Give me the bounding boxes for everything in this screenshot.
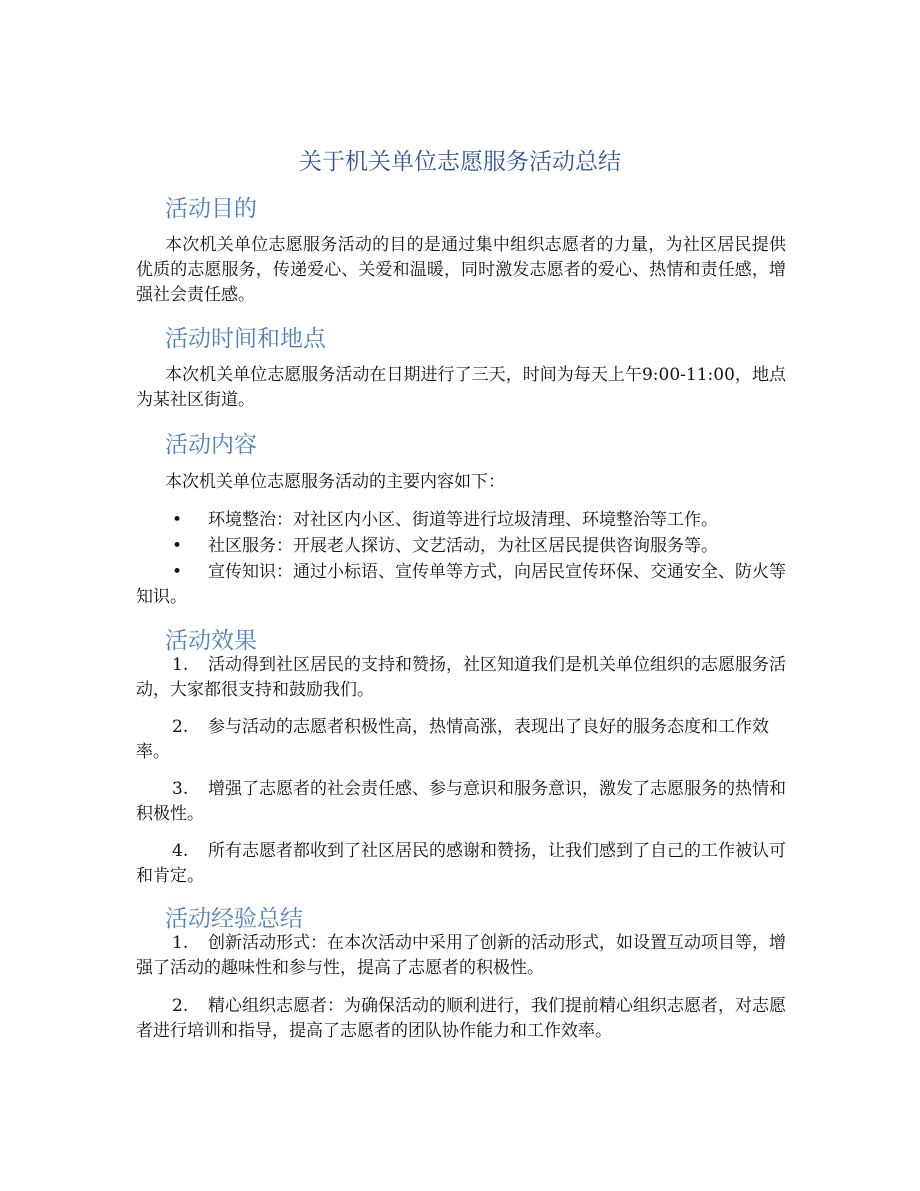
purpose-paragraph: 本次机关单位志愿服务活动的目的是通过集中组织志愿者的力量，为社区居民提供优质的志愿服务，传递爱心、关爱和温暖，同时激发志愿者的爱心、热情和责任感，增强社会责任感。 <box>136 235 786 305</box>
section-heading-content: 活动内容 <box>165 432 257 458</box>
section-heading-purpose: 活动目的 <box>165 196 257 222</box>
bullet-item: • 社区服务：开展老人探访、文艺活动，为社区居民提供咨询服务等。 <box>136 534 786 559</box>
bullet-marker: • <box>172 562 183 582</box>
numbered-item: 3. 增强了志愿者的社会责任感、参与意识和服务意识，激发了志愿服务的热情和积极性。 <box>136 779 786 824</box>
numbered-item: 4. 所有志愿者都收到了社区居民的感谢和赞扬，让我们感到了自己的工作被认可和肯定。 <box>136 841 786 886</box>
section-heading-lessons: 活动经验总结 <box>165 906 303 932</box>
section-heading-effects: 活动效果 <box>165 628 257 654</box>
numbered-item: 2. 精心组织志愿者：为确保活动的顺利进行，我们提前精心组织志愿者，对志愿者进行培训和指导，提高了志愿者的团队协作能力和工作效率。 <box>136 996 786 1041</box>
numbered-item: 2. 参与活动的志愿者积极性高，热情高涨，表现出了良好的服务态度和工作效率。 <box>136 717 769 762</box>
section-heading-time-place: 活动时间和地点 <box>165 326 326 352</box>
document-title: 关于机关单位志愿服务活动总结 <box>299 149 621 175</box>
bullet-marker: • <box>172 510 183 530</box>
bullet-item: • 环境整治：对社区内小区、街道等进行垃圾清理、环境整治等工作。 <box>136 508 786 533</box>
time-place-paragraph: 本次机关单位志愿服务活动在日期进行了三天，时间为每天上午9:00-11:00，地点为某社区街道。 <box>136 365 786 410</box>
numbered-item: 1. 活动得到社区居民的支持和赞扬，社区知道我们是机关单位组织的志愿服务活动，大家都很支持和鼓励我们。 <box>136 655 786 700</box>
numbered-item: 1. 创新活动形式：在本次活动中采用了创新的活动形式，如设置互动项目等，增强了活动的趣味性和参与性，提高了志愿者的积极性。 <box>136 933 786 978</box>
bullet-marker: • <box>172 536 183 556</box>
content-intro-paragraph: 本次机关单位志愿服务活动的主要内容如下： <box>165 472 505 492</box>
bullet-item: • 宣传知识：通过小标语、宣传单等方式，向居民宣传环保、交通安全、防火等知识。 <box>136 562 786 607</box>
